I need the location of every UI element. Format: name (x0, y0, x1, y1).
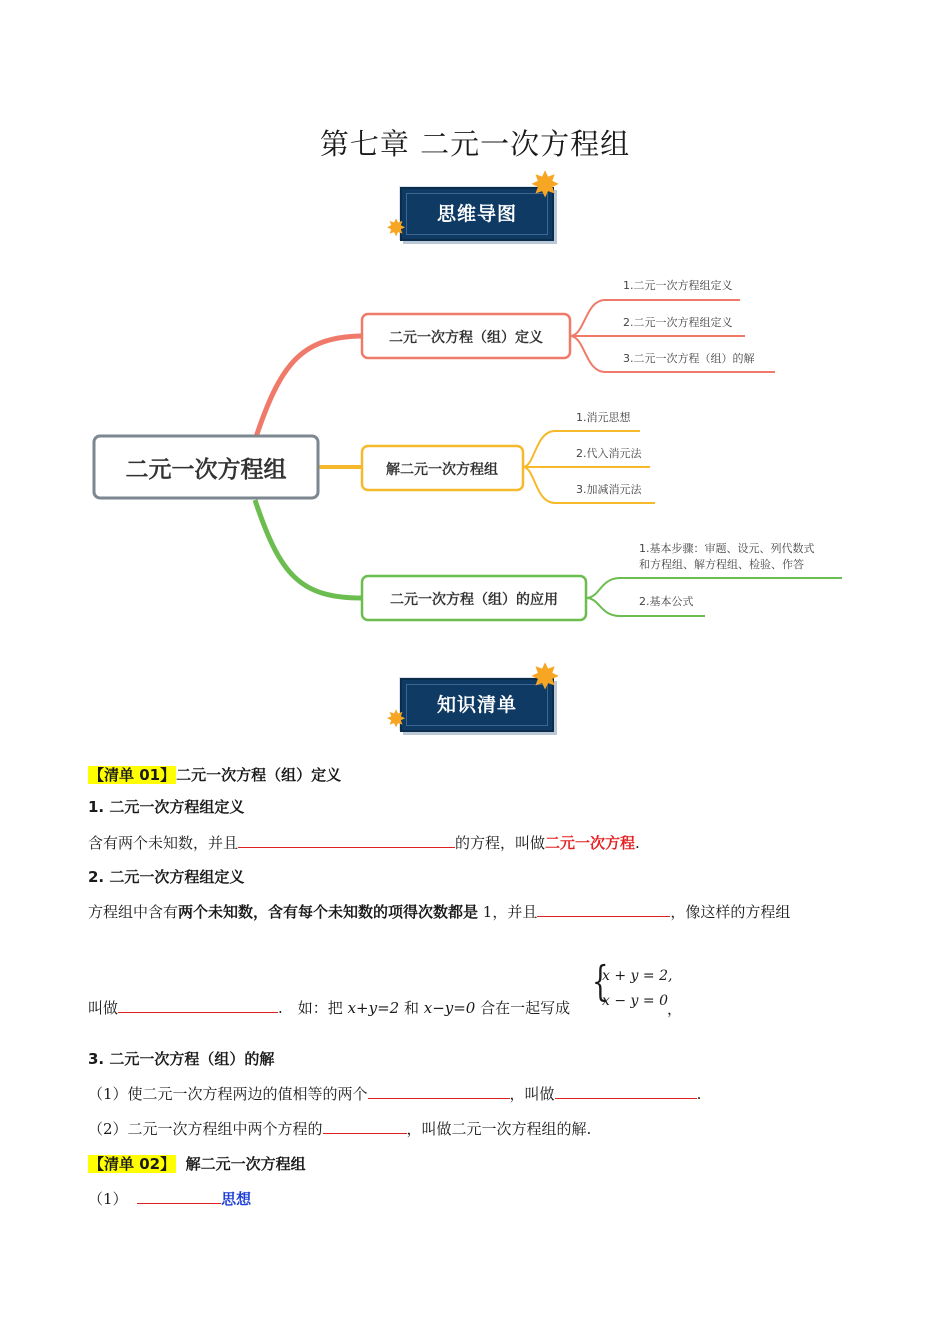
branch-label-2: 解二元一次方程组 (386, 462, 498, 478)
list01-header (88, 764, 341, 786)
s1-term: 二元一次方程 (545, 834, 636, 852)
mindmap-banner-label: 思维导图 (436, 203, 517, 225)
s1-heading: 1. 二元一次方程组定义 (88, 798, 245, 816)
mindmap-root-label: 二元一次方程组 (125, 457, 287, 483)
s3-1-a: （1）使二元一次方程两边的值相等的两个 (88, 1085, 368, 1103)
system-comma: ， (667, 1000, 683, 1018)
list02-item-1-num: （1） (88, 1190, 128, 1208)
s2-line2-b: . 如：把 (278, 999, 348, 1017)
star-icon: ✸ (386, 705, 407, 733)
brace-icon: { (592, 958, 609, 1007)
s1-end: . (635, 834, 640, 852)
list01-tag: 【清单 01】 (89, 766, 176, 784)
system-row-1: x + y = 2, (602, 968, 673, 984)
s3-1-b: ，叫做 (509, 1085, 555, 1103)
list02-header (88, 1153, 306, 1175)
s2-text (88, 901, 790, 923)
list02-item-1 (88, 1188, 251, 1210)
branch-3-item-2: 2.基本公式 (639, 595, 694, 608)
s1-text (88, 832, 640, 854)
branch-3-item-1b: 和方程组、解方程组、检验、作答 (639, 558, 804, 571)
mindmap (0, 255, 950, 640)
s3-item-2 (88, 1118, 591, 1140)
branch-connector-1 (255, 336, 362, 440)
s2-text-c: ，像这样的方程组 (670, 903, 791, 921)
s2-line2-a: 叫做 (88, 999, 119, 1017)
page-title: 第七章 二元一次方程组 (319, 127, 631, 161)
branch-3-item-1: 1.基本步骤：审题、设元、列代数式 (639, 542, 815, 555)
s1-text-b: 的方程，叫做 (455, 834, 546, 852)
equation-system (602, 964, 672, 1014)
knowledge-banner-label: 知识清单 (436, 694, 517, 716)
s2-text-a: 方程组中含有 (88, 903, 179, 921)
s2-bold: 两个未知数，含有每个未知数的项得次数都是 (178, 903, 479, 921)
fill-blank[interactable] (555, 1084, 697, 1099)
s2-line2 (88, 997, 570, 1019)
list02-tag: 【清单 02】 (89, 1155, 176, 1173)
branch-label-1: 二元一次方程（组）定义 (389, 330, 543, 346)
system-row-2: x − y = 0 (602, 993, 668, 1009)
s2-heading: 2. 二元一次方程组定义 (88, 868, 245, 886)
s2-and: 和 (399, 999, 424, 1017)
equation-2: x−y=0 (423, 999, 476, 1017)
branch-1-item-3: 3.二元一次方程（组）的解 (623, 352, 755, 365)
branch-2-item-3: 3.加减消元法 (576, 483, 642, 496)
branch-connector-3 (255, 500, 362, 598)
fill-blank[interactable] (137, 1189, 221, 1204)
fill-blank[interactable] (368, 1084, 510, 1099)
list02-item-1-term: 思想 (221, 1190, 252, 1208)
list01-title: 二元一次方程（组）定义 (176, 766, 342, 784)
branch-2-item-1: 1.消元思想 (576, 411, 631, 424)
star-icon: ✸ (530, 165, 561, 206)
fill-blank[interactable] (238, 833, 455, 848)
star-icon: ✸ (386, 214, 407, 242)
s2-line2-c: 合在一起写成 (475, 999, 571, 1017)
branch-1-item-1: 1.二元一次方程组定义 (623, 279, 733, 292)
s3-2-b: ，叫做二元一次方程组的解. (406, 1120, 592, 1138)
s1-text-a: 含有两个未知数，并且 (88, 834, 239, 852)
star-icon: ✸ (530, 657, 561, 698)
branch-1-item-2: 2.二元一次方程组定义 (623, 316, 733, 329)
s3-1-end: . (696, 1085, 702, 1103)
s2-text-b: 1，并且 (478, 903, 538, 921)
s3-heading: 3. 二元一次方程（组）的解 (88, 1050, 275, 1068)
s3-item-1 (88, 1083, 701, 1105)
list02-title: 解二元一次方程组 (185, 1155, 306, 1173)
s3-2-a: （2）二元一次方程组中两个方程的 (88, 1120, 323, 1138)
fill-blank[interactable] (537, 902, 670, 917)
equation-1: x+y=2 (347, 999, 400, 1017)
fill-blank[interactable] (118, 998, 278, 1013)
branch-2-item-2: 2.代入消元法 (576, 447, 642, 460)
fill-blank[interactable] (323, 1119, 407, 1134)
branch-label-3: 二元一次方程（组）的应用 (390, 592, 558, 608)
